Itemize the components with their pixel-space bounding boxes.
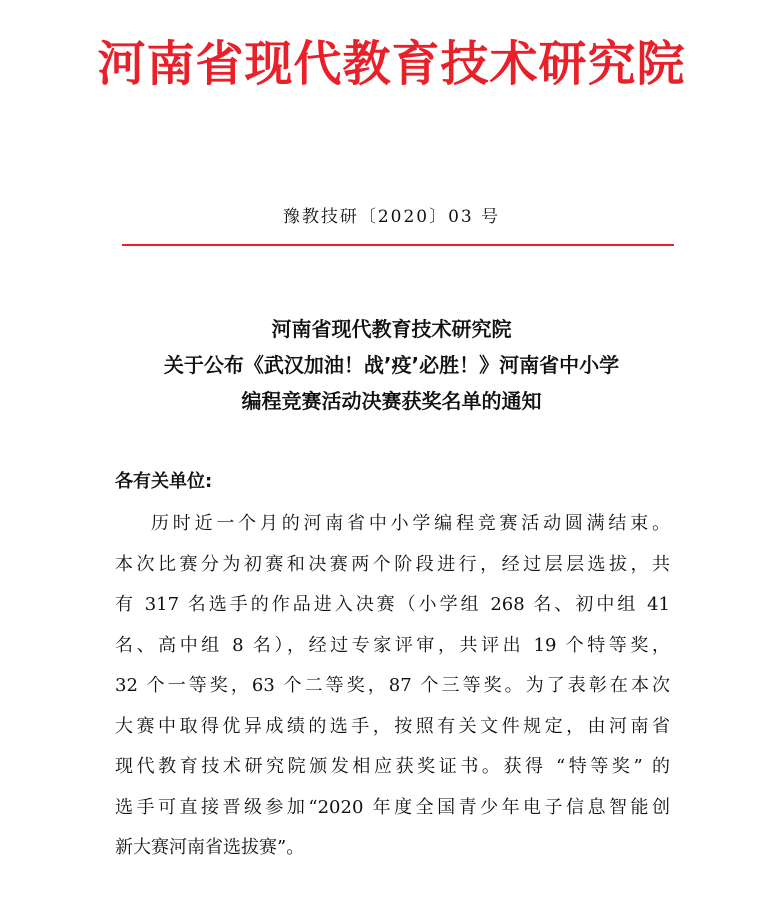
- title-line-3: 编程竞赛活动决赛获奖名单的通知: [241, 389, 542, 413]
- organization-header: 河南省现代教育技术研究院: [97, 36, 686, 92]
- body-paragraph: [115, 504, 670, 869]
- title-line-2: 关于公布《武汉加油！战’疫’必胜！》河南省中小学: [163, 353, 620, 377]
- body-line-9: 新大赛河南省选拔赛”。: [115, 837, 305, 858]
- body-line-4: 名、高中组 8 名），经过专家评审，共评出 19 个特等奖，: [115, 634, 670, 656]
- red-divider-line: [122, 244, 674, 246]
- body-line-1: 历时近一个月的河南省中小学编程竞赛活动圆满结束。: [151, 513, 670, 534]
- salutation: 各有关单位:: [115, 471, 213, 492]
- body-line-3: 有 317 名选手的作品进入决赛（小学组 268 名、初中组 41: [115, 594, 670, 615]
- body-line-8: 选手可直接晋级参加“2020 年度全国青少年电子信息智能创: [115, 796, 670, 818]
- title-line-1: 河南省现代教育技术研究院: [271, 317, 512, 341]
- document-number: 豫教技研〔2020〕03 号: [282, 207, 501, 227]
- body-line-7: 现代教育技术研究院颁发相应获奖证书。获得 “特等奖” 的: [115, 756, 670, 777]
- notice-title: [0, 311, 783, 419]
- body-line-2: 本次比赛分为初赛和决赛两个阶段进行，经过层层选拔，共: [115, 553, 670, 575]
- body-line-6: 大赛中取得优异成绩的选手，按照有关文件规定，由河南省: [115, 715, 670, 737]
- body-line-5: 32 个一等奖，63 个二等奖，87 个三等奖。为了表彰在本次: [115, 675, 670, 696]
